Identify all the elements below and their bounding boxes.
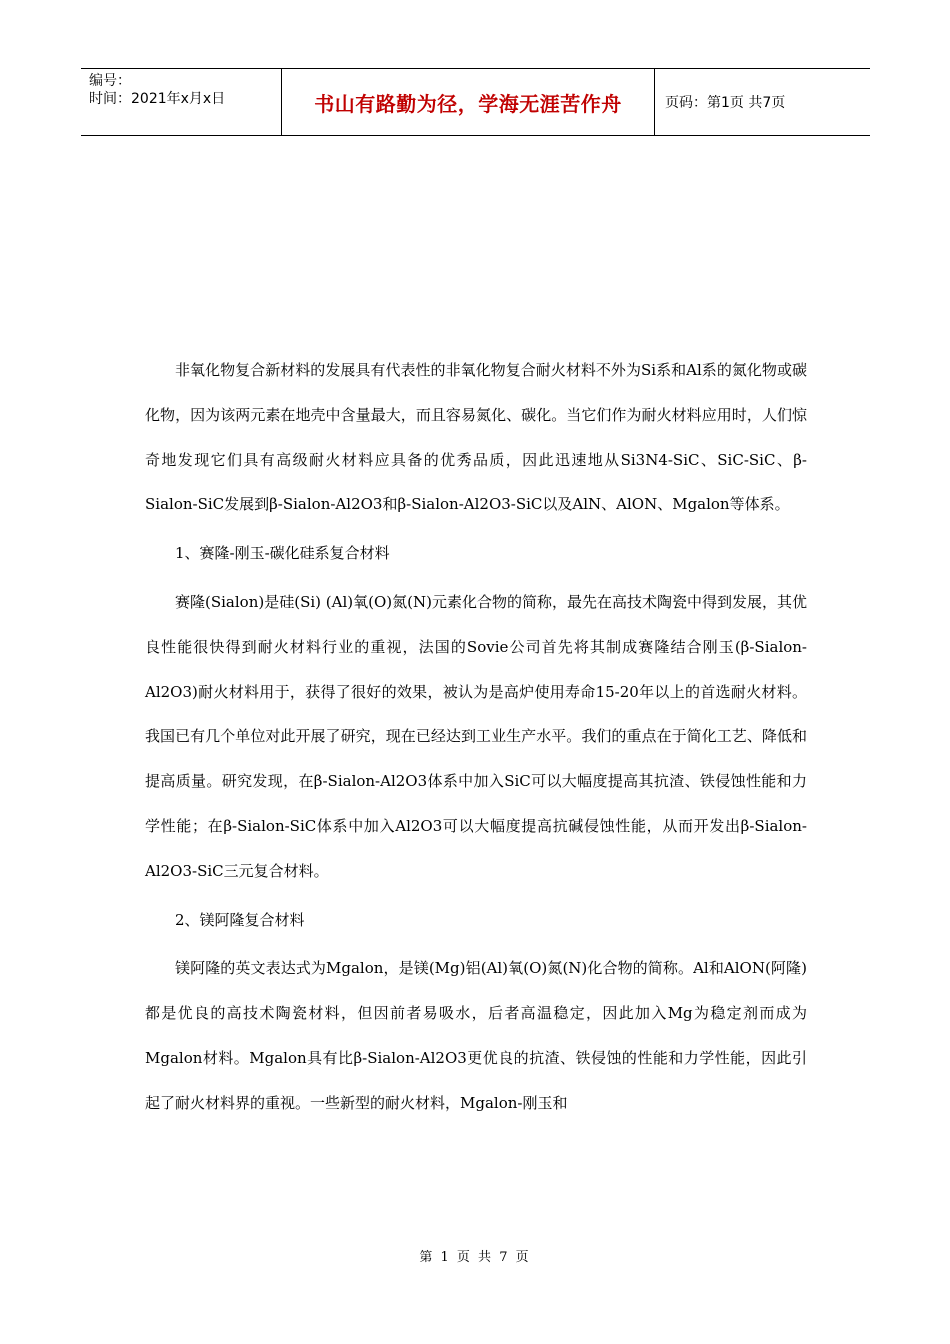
time-label: 时间：2021年x月x日: [89, 91, 226, 107]
sialon-paragraph: 赛隆(Sialon)是硅(Si) (Al)氧(O)氮(N)元素化合物的简称，最先在高技术陶瓷中得到发展，其优良性能很快得到耐火材料行业的重视，法国的Sovie公司首先将其制成赛隆结合刚玉(β-Sialon-Al2O3)耐火材料用于，获得了很好的效果，被认为是高炉使用寿命15-20年以上的首选耐火材料。我国已有几个单位对此开展了研究，现在已经达到工业生产水平。我们的重点在于简化工艺、降低和提高质量。研究发现，在β-Sialon-Al2O3体系中加入SiC可以大幅度提高其抗渣、铁侵蚀性能和力学性能；在β-Sialon-SiC体系中加入Al2O3可以大幅度提高抗碱侵蚀性能，从而开发出β-Sialon-Al2O3-SiC三元复合材料。: [145, 592, 807, 880]
header-motto: 书山有路勤为径，学海无涯苦作舟: [282, 69, 655, 135]
number-label: 编号：: [89, 73, 131, 89]
section-heading-mgalon: 2、镁阿隆复合材料: [175, 910, 305, 929]
header-left-cell: [81, 69, 282, 135]
page-footer: 第 1 页 共 7 页: [419, 1250, 531, 1265]
intro-paragraph: 非氧化物复合新材料的发展具有代表性的非氧化物复合耐火材料不外为Si系和Al系的氮化物或碳化物，因为该两元素在地壳中含量最大，而且容易氮化、碳化。当它们作为耐火材料应用时，人们惊奇地发现它们具有高级耐火材料应具备的优秀品质，因此迅速地从Si3N4-SiC、SiC-SiC、β-Sialon-SiC发展到β-Sialon-Al2O3和β-Sialon-Al2O3-SiC以及AlN、AlON、Mgalon等体系。: [145, 361, 807, 514]
document-header: [81, 68, 870, 136]
section-heading-sialon: 1、赛隆-刚玉-碳化硅系复合材料: [175, 544, 390, 563]
mgalon-paragraph: 镁阿隆的英文表达式为Mgalon，是镁(Mg)铝(Al)氧(O)氮(N)化合物的简称。Al和AlON(阿隆)都是优良的高技术陶瓷材料，但因前者易吸水，后者高温稳定，因此加入Mg为稳定剂而成为Mgalon材料。Mgalon具有比β-Sialon-Al2O3更优良的抗渣、铁侵蚀的性能和力学性能，因此引起了耐火材料界的重视。一些新型的耐火材料，Mgalon-刚玉和: [145, 959, 807, 1112]
document-body: [145, 348, 807, 1126]
header-page-info: 页码：第1页 共7页: [665, 95, 786, 111]
